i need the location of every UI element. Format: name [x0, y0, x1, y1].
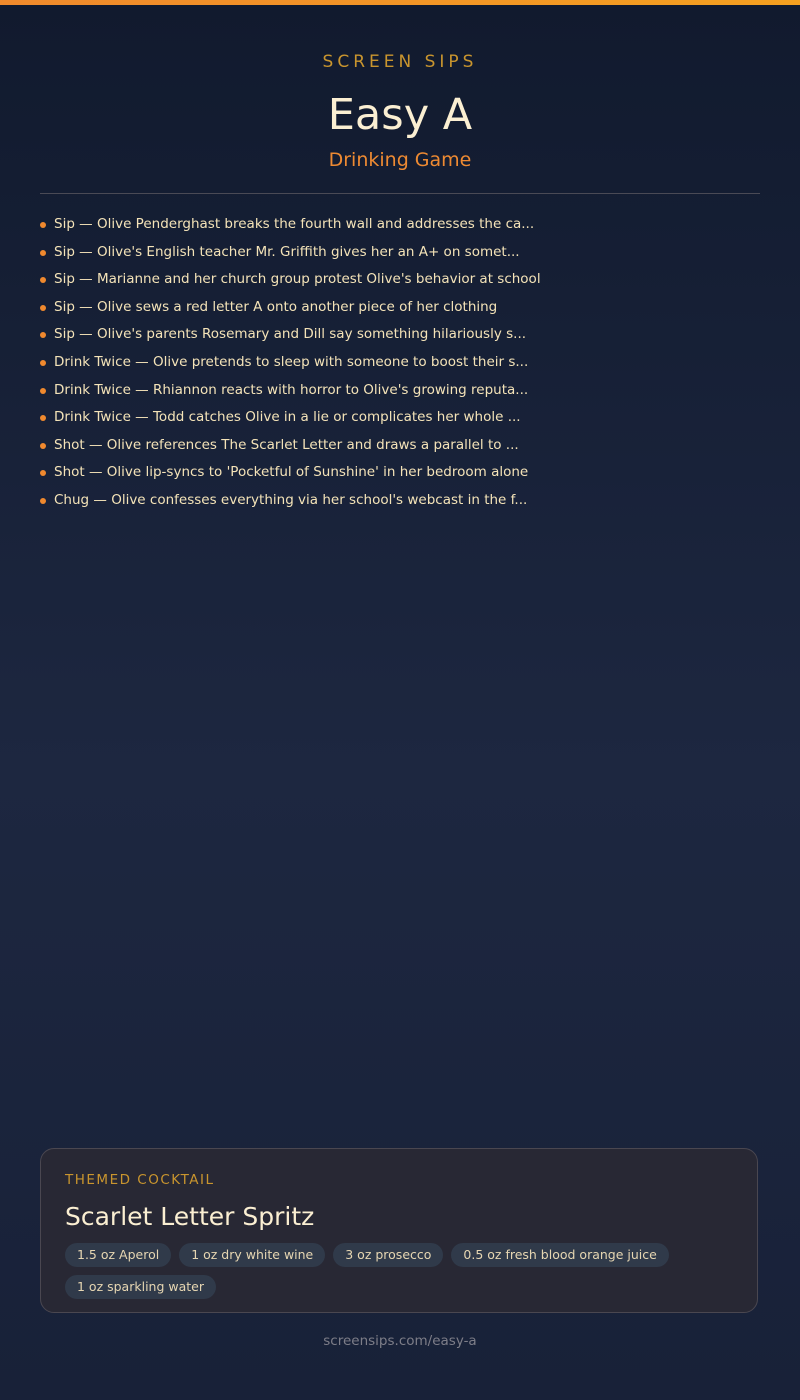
- rule-text: Sip — Olive's English teacher Mr. Griffith gives her an A+ on somet...: [54, 243, 520, 260]
- rule-text: Shot — Olive references The Scarlet Letter and draws a parallel to ...: [54, 436, 519, 453]
- header: [0, 50, 800, 174]
- rule-item: [40, 349, 760, 377]
- rule-text: Sip — Olive's parents Rosemary and Dill say something hilariously s...: [54, 326, 527, 343]
- rule-text: Shot — Olive lip-syncs to 'Pocketful of Sunshine' in her bedroom alone: [54, 464, 529, 481]
- rule-item: [40, 294, 760, 322]
- bullet-icon: [40, 360, 46, 366]
- rule-item: [40, 487, 760, 515]
- header-divider: [40, 193, 760, 194]
- rule-text: Chug — Olive confesses everything via her school's webcast in the f...: [54, 491, 528, 508]
- rule-text: Sip — Marianne and her church group protest Olive's behavior at school: [54, 271, 541, 288]
- footer-url[interactable]: screensips.com/easy-a: [323, 1333, 477, 1349]
- bullet-icon: [40, 470, 46, 476]
- bullet-icon: [40, 498, 46, 504]
- bullet-icon: [40, 305, 46, 311]
- rule-text: Drink Twice — Rhiannon reacts with horror to Olive's growing reputa...: [54, 381, 529, 398]
- top-accent-bar: [0, 0, 800, 5]
- cocktail-card: [40, 1148, 758, 1313]
- rule-text: Drink Twice — Olive pretends to sleep with someone to boost their s...: [54, 353, 529, 370]
- ingredient-chip: 0.5 oz fresh blood orange juice: [451, 1243, 668, 1267]
- rule-item: [40, 239, 760, 267]
- rule-item: [40, 377, 760, 405]
- bullet-icon: [40, 415, 46, 421]
- page-subtitle: Drinking Game: [328, 149, 472, 171]
- rule-item: [40, 459, 760, 487]
- page-title: Easy A: [327, 90, 473, 140]
- rule-text: Sip — Olive Penderghast breaks the fourth wall and addresses the ca...: [54, 216, 535, 232]
- rule-item: [40, 266, 760, 294]
- bullet-icon: [40, 277, 46, 283]
- ingredient-chip: 3 oz prosecco: [333, 1243, 443, 1267]
- bullet-icon: [40, 332, 46, 338]
- bullet-icon: [40, 250, 46, 256]
- rule-text: Drink Twice — Todd catches Olive in a lie or complicates her whole ...: [54, 409, 521, 426]
- rule-item: [40, 211, 760, 239]
- rule-item: [40, 404, 760, 432]
- rule-item: [40, 432, 760, 460]
- cocktail-name: Scarlet Letter Spritz: [65, 1202, 315, 1231]
- rule-item: [40, 321, 760, 349]
- bullet-icon: [40, 222, 46, 228]
- ingredient-chip: 1 oz sparkling water: [65, 1275, 216, 1299]
- cocktail-label: THEMED COCKTAIL: [65, 1172, 215, 1188]
- ingredient-chip: 1 oz dry white wine: [179, 1243, 325, 1267]
- ingredient-chip: 1.5 oz Aperol: [65, 1243, 171, 1267]
- ingredient-list: [65, 1243, 705, 1307]
- bullet-icon: [40, 443, 46, 449]
- rule-text: Sip — Olive sews a red letter A onto another piece of her clothing: [54, 298, 498, 315]
- rules-list: [40, 211, 760, 515]
- brand-name: SCREEN SIPS: [322, 52, 478, 72]
- bullet-icon: [40, 388, 46, 394]
